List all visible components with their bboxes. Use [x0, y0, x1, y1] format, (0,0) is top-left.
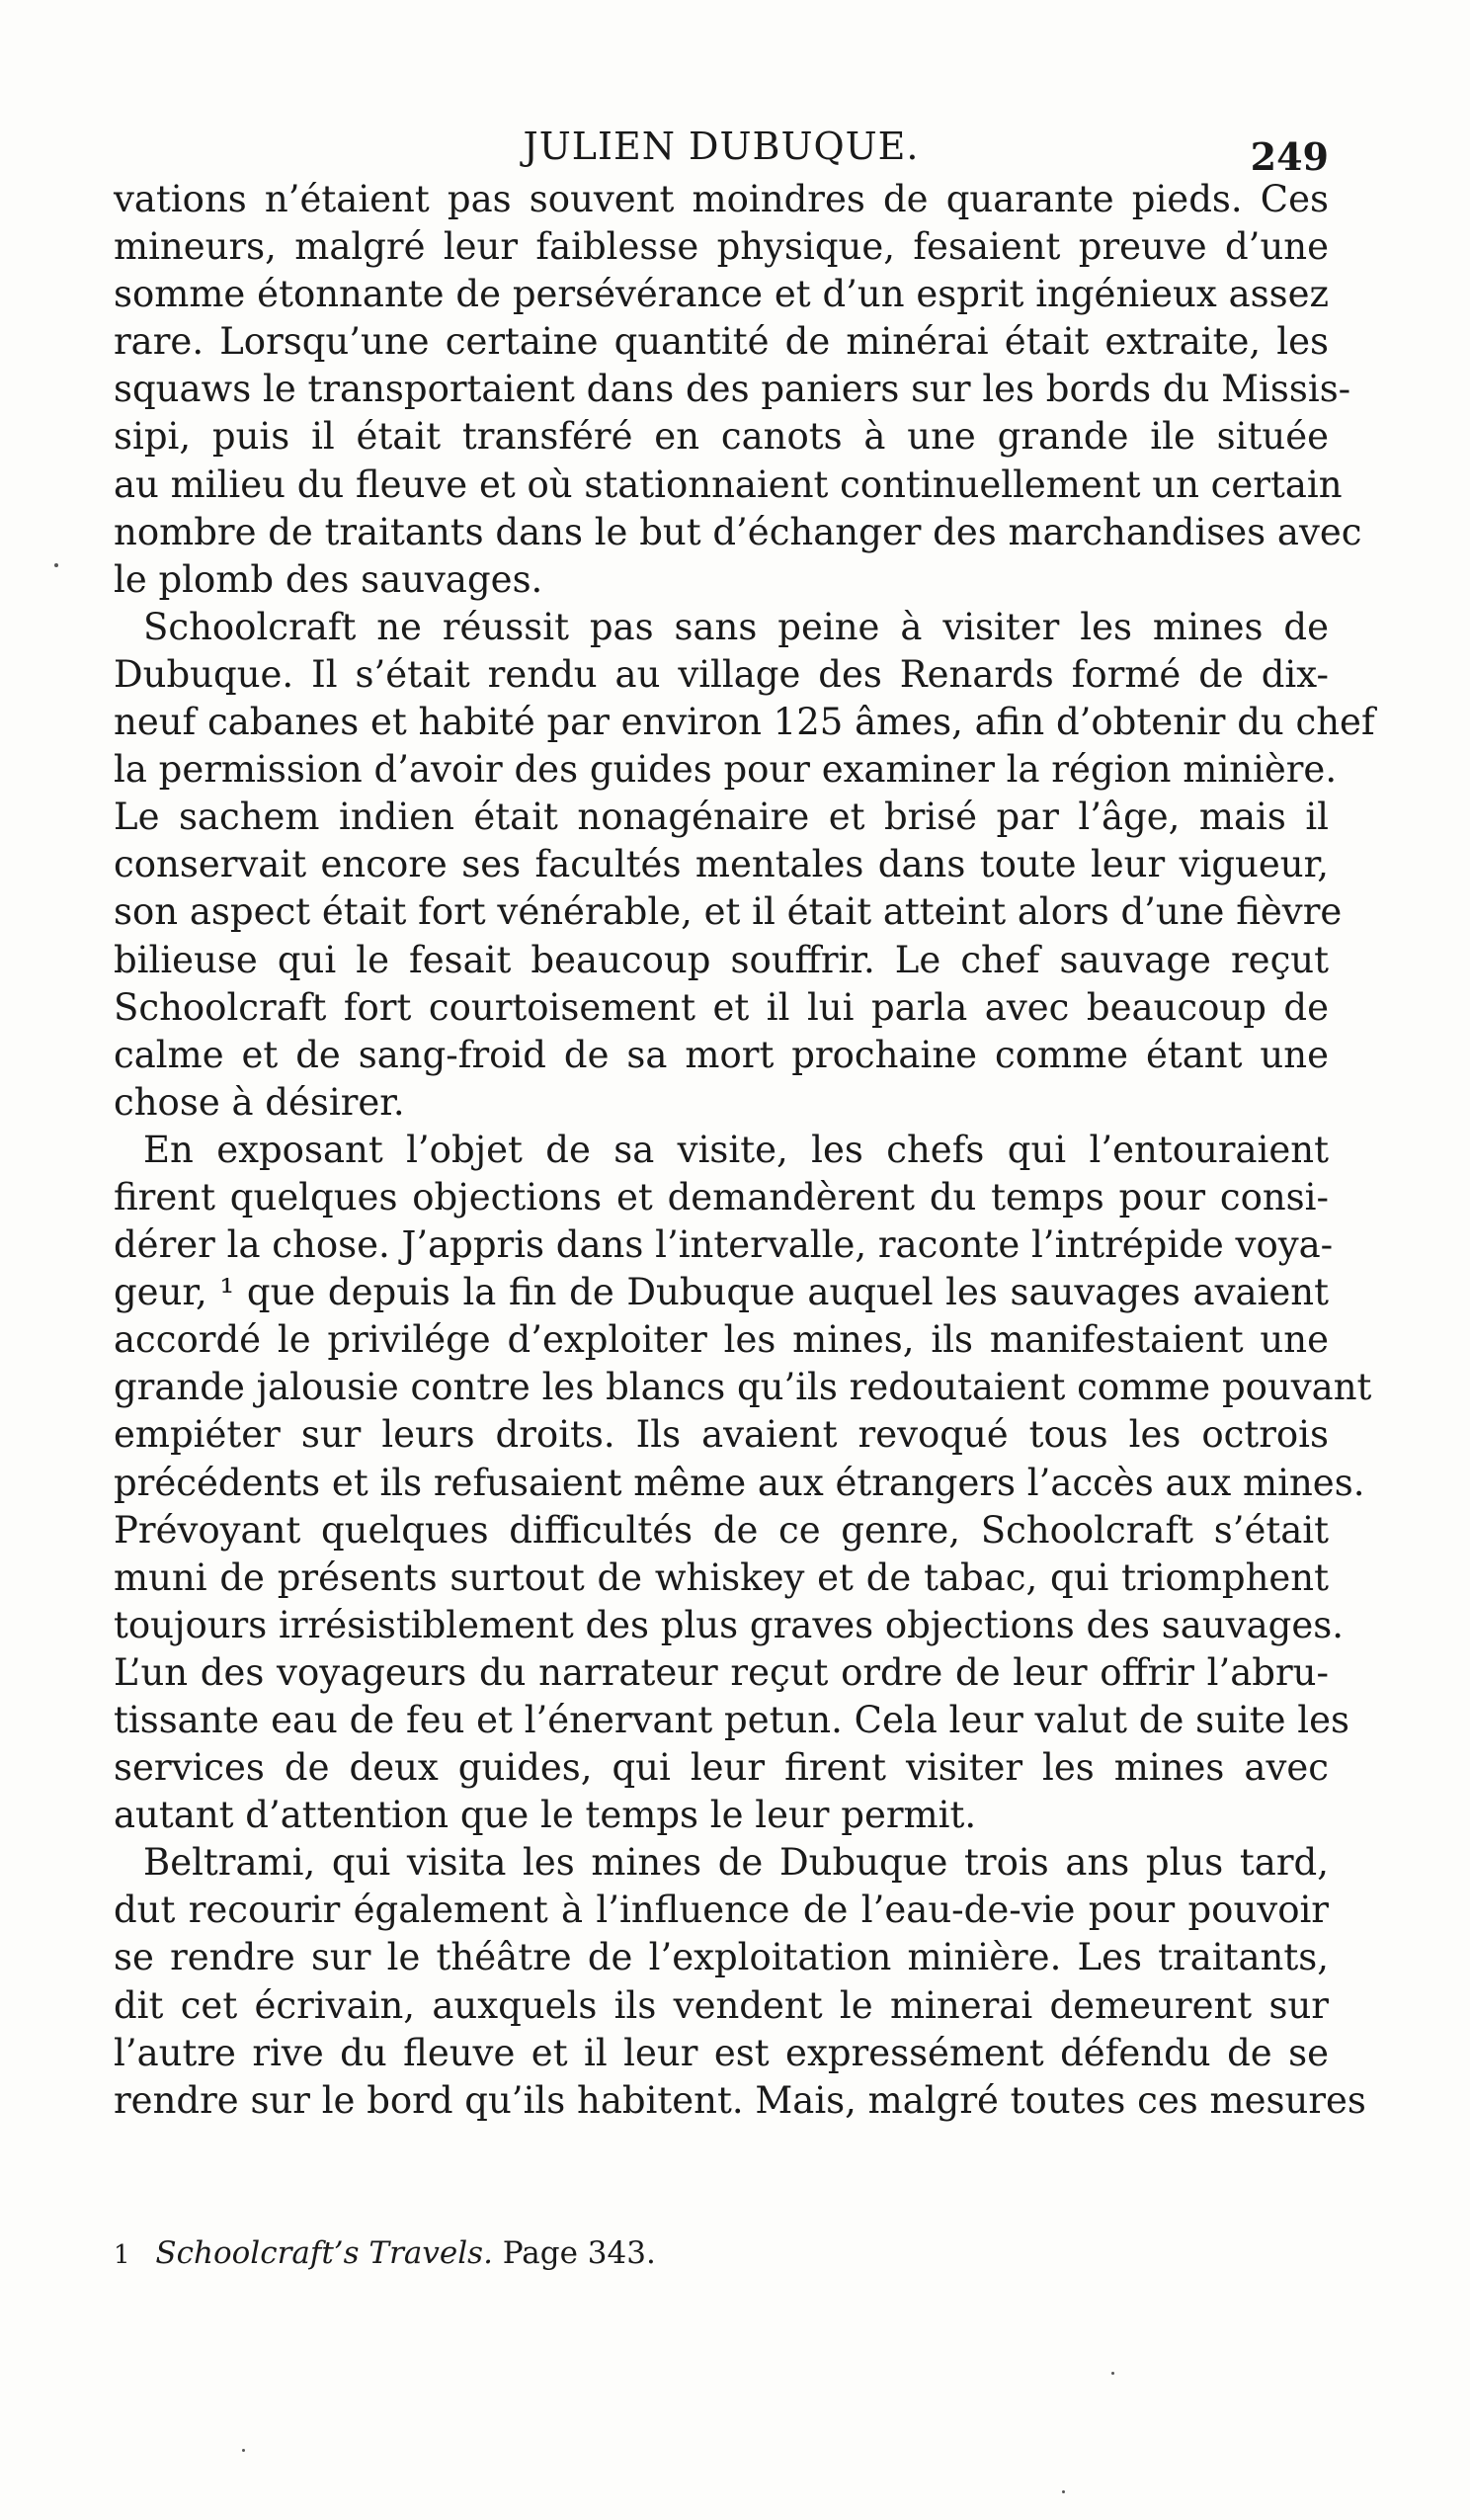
text-line: chose à désirer.: [114, 1080, 405, 1124]
text-line: muni de présents surtout de whiskey et de tabac, qui triomphent: [114, 1555, 1329, 1599]
text-line: Prévoyant quelques difficultés de ce genre, Schoolcraft s’était: [114, 1508, 1329, 1552]
text-line: grande jalousie contre les blancs qu’ils redoutaient comme pouvant: [114, 1366, 1372, 1409]
text-line: Schoolcraft fort courtoisement et il lui parla avec beaucoup de: [114, 985, 1329, 1029]
print-speck: [242, 2449, 245, 2452]
text-line: mineurs, malgré leur faiblesse physique, fesaient preuve d’une: [114, 225, 1329, 269]
text-line: rare. Lorsqu’une certaine quantité de minérai était extraite, les: [114, 320, 1329, 364]
text-line: neuf cabanes et habité par environ 125 âmes, afin d’obtenir du chef: [114, 701, 1375, 744]
text-line: somme étonnante de persévérance et d’un esprit ingénieux assez: [114, 273, 1329, 316]
text-line: Le sachem indien était nonagénaire et brisé par l’âge, mais il: [114, 796, 1329, 839]
footnote: [114, 2235, 1329, 2271]
text-line: services de deux guides, qui leur firent visiter les mines avec: [114, 1746, 1329, 1790]
text-line: sipi, puis il était transféré en canots à une grande ile située: [114, 415, 1329, 459]
text-line: vations n’étaient pas souvent moindres de quarante pieds. Ces: [114, 178, 1329, 220]
text-line: au milieu du fleuve et où stationnaient continuellement un certain: [114, 462, 1343, 506]
text-line: L’un des voyageurs du narrateur reçut ordre de leur offrir l’abru-: [114, 1650, 1329, 1694]
print-speck: [1062, 2490, 1065, 2493]
text-line: son aspect était fort vénérable, et il était atteint alors d’une fièvre: [114, 890, 1343, 934]
text-line: se rendre sur le théâtre de l’exploitation minière. Les traitants,: [114, 1936, 1329, 1979]
text-line: rendre sur le bord qu’ils habitent. Mais, malgré toutes ces mesures: [114, 2078, 1366, 2122]
text-line: dut recourir également à l’influence de l’eau-de-vie pour pouvoir: [114, 1889, 1329, 1932]
text-line: calme et de sang-froid de sa mort prochaine comme étant une: [114, 1033, 1329, 1076]
text-line: Beltrami, qui visita les mines de Dubuque trois ans plus tard,: [143, 1841, 1329, 1885]
text-line: autant d’attention que le temps le leur permit.: [114, 1794, 977, 1837]
text-line: la permission d’avoir des guides pour examiner la région minière.: [114, 748, 1338, 792]
footnote-marker: 1: [114, 2240, 130, 2270]
text-line: Dubuque. Il s’était rendu au village des Renards formé de dix-: [114, 652, 1329, 696]
text-line: bilieuse qui le fesait beaucoup souffrir. Le chef sauvage reçut: [114, 938, 1329, 981]
text-line: conservait encore ses facultés mentales dans toute leur vigueur,: [114, 843, 1329, 886]
text-line: l’autre rive du fleuve et il leur est expressément défendu de se: [114, 2031, 1329, 2074]
text-line: En exposant l’objet de sa visite, les chefs qui l’entouraient: [143, 1128, 1329, 1171]
text-line: Schoolcraft ne réussit pas sans peine à visiter les mines de: [143, 605, 1329, 648]
body-text: [114, 176, 1375, 2125]
text-line: précédents et ils refusaient même aux étrangers l’accès aux mines.: [114, 1461, 1365, 1504]
text-line: le plomb des sauvages.: [114, 557, 543, 601]
text-line: accordé le privilége d’exploiter les mines, ils manifestaient une: [114, 1318, 1329, 1362]
running-title: JULIEN DUBUQUE.: [523, 125, 920, 168]
text-line: dit cet écrivain, auxquels ils vendent le minerai demeurent sur: [114, 1983, 1329, 2027]
text-line: toujours irrésistiblement des plus graves objections des sauvages.: [114, 1603, 1344, 1646]
footnote-text: Schoolcraft’s Travels.: [155, 2235, 493, 2271]
print-speck: [1111, 2372, 1114, 2375]
text-line: squaws le transportaient dans des paniers sur les bords du Missis-: [114, 368, 1351, 411]
text-line: tissante eau de feu et l’énervant petun. Cela leur valut de suite les: [114, 1699, 1350, 1741]
text-line: nombre de traitants dans le but d’échanger des marchandises avec: [114, 510, 1362, 553]
text-line: geur, ¹ que depuis la fin de Dubuque auquel les sauvages avaient: [114, 1271, 1329, 1314]
footnote-page: Page 343.: [502, 2235, 656, 2271]
text-line: firent quelques objections et demandèrent du temps pour consi-: [114, 1175, 1329, 1218]
page-number: 249: [1250, 134, 1329, 179]
text-line: dérer la chose. J’appris dans l’intervalle, raconte l’intrépide voya-: [114, 1223, 1334, 1267]
text-line: empiéter sur leurs droits. Ils avaient revoqué tous les octrois: [114, 1413, 1329, 1457]
print-speck: [54, 563, 58, 567]
